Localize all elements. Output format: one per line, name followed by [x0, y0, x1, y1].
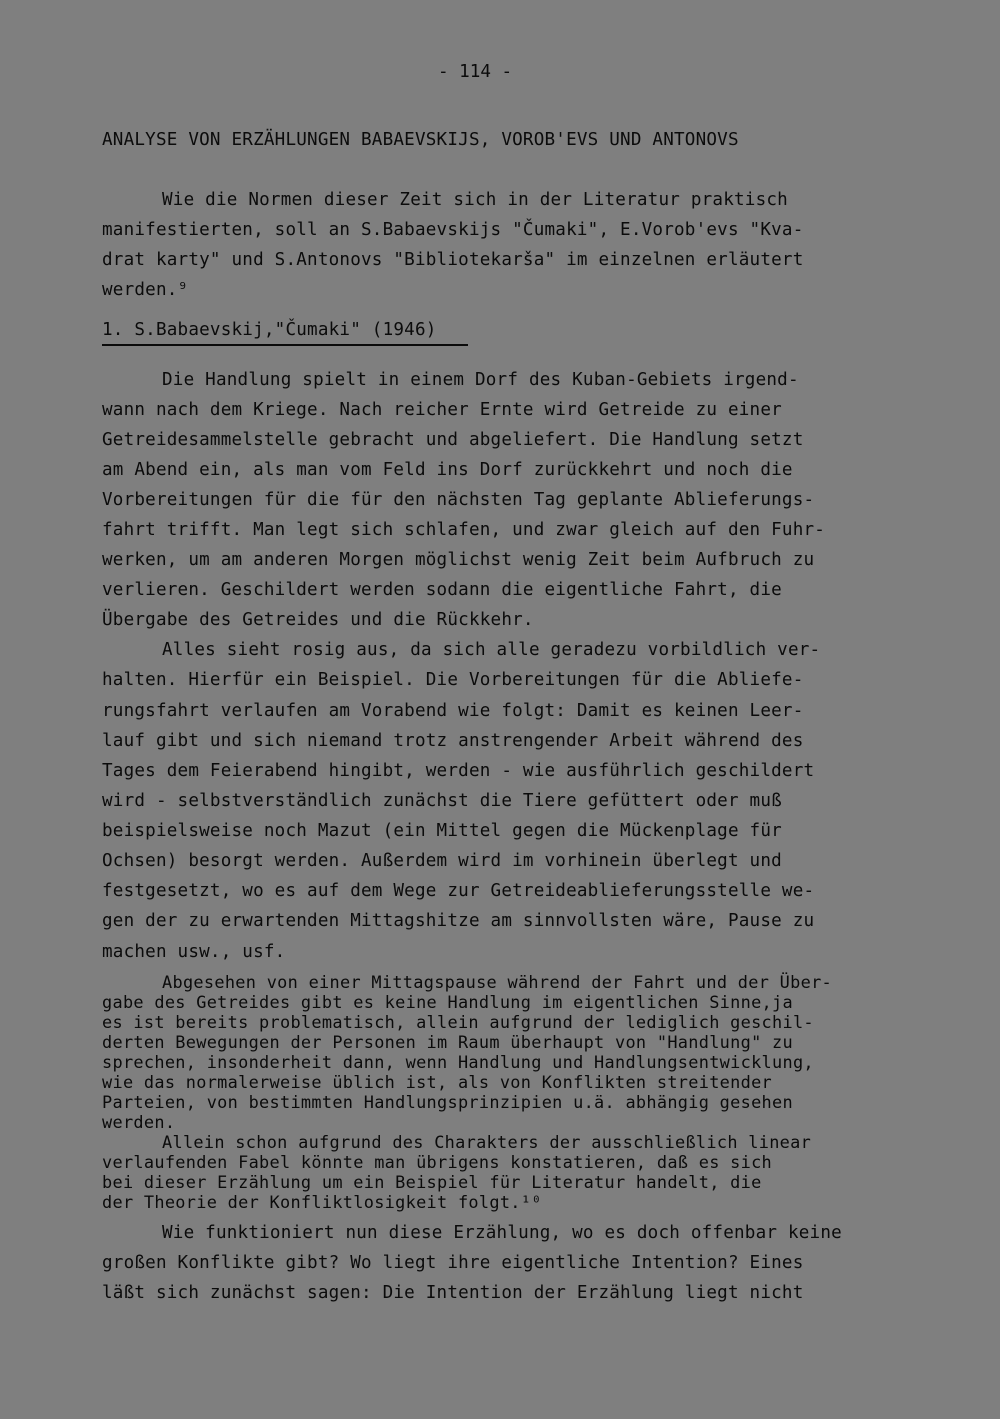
- text-line: lauf gibt und sich niemand trotz anstrengender Arbeit während des: [102, 731, 804, 751]
- page-number: - 114 -: [438, 62, 513, 82]
- text-line: wann nach dem Kriege. Nach reicher Ernte wird Getreide zu einer: [102, 400, 782, 420]
- text-line: großen Konflikte gibt? Wo liegt ihre eigentliche Intention? Eines: [102, 1253, 804, 1273]
- text-line: manifestierten, soll an S.Babaevskijs "Čumaki", E.Vorob'evs "Kva-: [102, 220, 804, 240]
- text-line: Wie die Normen dieser Zeit sich in der Literatur praktisch: [162, 190, 788, 210]
- text-line: machen usw., usf.: [102, 942, 286, 962]
- text-line: werden.: [102, 1112, 176, 1132]
- text-line: verlieren. Geschildert werden sodann die eigentliche Fahrt, die: [102, 580, 782, 600]
- text-line: gen der zu erwartenden Mittagshitze am sinnvollsten wäre, Pause zu: [102, 911, 815, 931]
- text-line: bei dieser Erzählung um ein Beispiel für Literatur handelt, die: [102, 1172, 762, 1192]
- text-line: fahrt trifft. Man legt sich schlafen, und zwar gleich auf den Fuhr-: [102, 520, 826, 540]
- text-line: verlaufenden Fabel könnte man übrigens konstatieren, daß es sich: [102, 1152, 773, 1172]
- text-line: der Theorie der Konfliktlosigkeit folgt.¹⁰: [102, 1192, 542, 1212]
- text-line: wie das normalerweise üblich ist, als von Konflikten streitender: [102, 1072, 773, 1092]
- text-line: Alles sieht rosig aus, da sich alle geradezu vorbildlich ver-: [162, 640, 821, 660]
- text-line: Übergabe des Getreides und die Rückkehr.: [102, 610, 534, 630]
- text-line: Getreidesammelstelle gebracht und abgeliefert. Die Handlung setzt: [102, 430, 804, 450]
- text-line: drat karty" und S.Antonovs "Bibliotekarša" im einzelnen erläutert: [102, 250, 804, 270]
- text-line: Wie funktioniert nun diese Erzählung, wo es doch offenbar keine: [162, 1223, 842, 1243]
- heading-underline: [102, 344, 468, 346]
- text-line: Allein schon aufgrund des Charakters der ausschließlich linear: [162, 1132, 812, 1152]
- text-line: derten Bewegungen der Personen im Raum überhaupt von "Handlung" zu: [102, 1032, 793, 1052]
- text-line: Vorbereitungen für die für den nächsten Tag geplante Ablieferungs-: [102, 490, 815, 510]
- text-line: beispielsweise noch Mazut (ein Mittel gegen die Mückenplage für: [102, 821, 782, 841]
- text-line: wird - selbstverständlich zunächst die Tiere gefüttert oder muß: [102, 791, 782, 811]
- text-line: Abgesehen von einer Mittagspause während der Fahrt und der Über-: [162, 972, 833, 992]
- text-line: festgesetzt, wo es auf dem Wege zur Getreideablieferungsstelle we-: [102, 881, 815, 901]
- text-line: werden.⁹: [102, 280, 189, 300]
- text-line: Ochsen) besorgt werden. Außerdem wird im vorhinein überlegt und: [102, 851, 782, 871]
- text-line: läßt sich zunächst sagen: Die Intention der Erzählung liegt nicht: [102, 1283, 804, 1303]
- text-line: es ist bereits problematisch, allein aufgrund der lediglich geschil-: [102, 1012, 814, 1032]
- text-line: Die Handlung spielt in einem Dorf des Kuban-Gebiets irgend-: [162, 370, 799, 390]
- section-heading: 1. S.Babaevskij,"Čumaki" (1946): [102, 320, 437, 340]
- text-line: am Abend ein, als man vom Feld ins Dorf zurückkehrt und noch die: [102, 460, 793, 480]
- text-line: Parteien, von bestimmten Handlungsprinzipien u.ä. abhängig gesehen: [102, 1092, 793, 1112]
- text-line: rungsfahrt verlaufen am Vorabend wie folgt: Damit es keinen Leer-: [102, 701, 804, 721]
- chapter-title: ANALYSE VON ERZÄHLUNGEN BABAEVSKIJS, VOROB'EVS UND ANTONOVS: [102, 130, 739, 150]
- text-line: werken, um am anderen Morgen möglichst wenig Zeit beim Aufbruch zu: [102, 550, 815, 570]
- text-line: halten. Hierfür ein Beispiel. Die Vorbereitungen für die Abliefe-: [102, 670, 804, 690]
- text-line: gabe des Getreides gibt es keine Handlung im eigentlichen Sinne,ja: [102, 992, 793, 1012]
- text-line: sprechen, insonderheit dann, wenn Handlung und Handlungsentwicklung,: [102, 1052, 814, 1072]
- text-line: Tages dem Feierabend hingibt, werden - wie ausführlich geschildert: [102, 761, 815, 781]
